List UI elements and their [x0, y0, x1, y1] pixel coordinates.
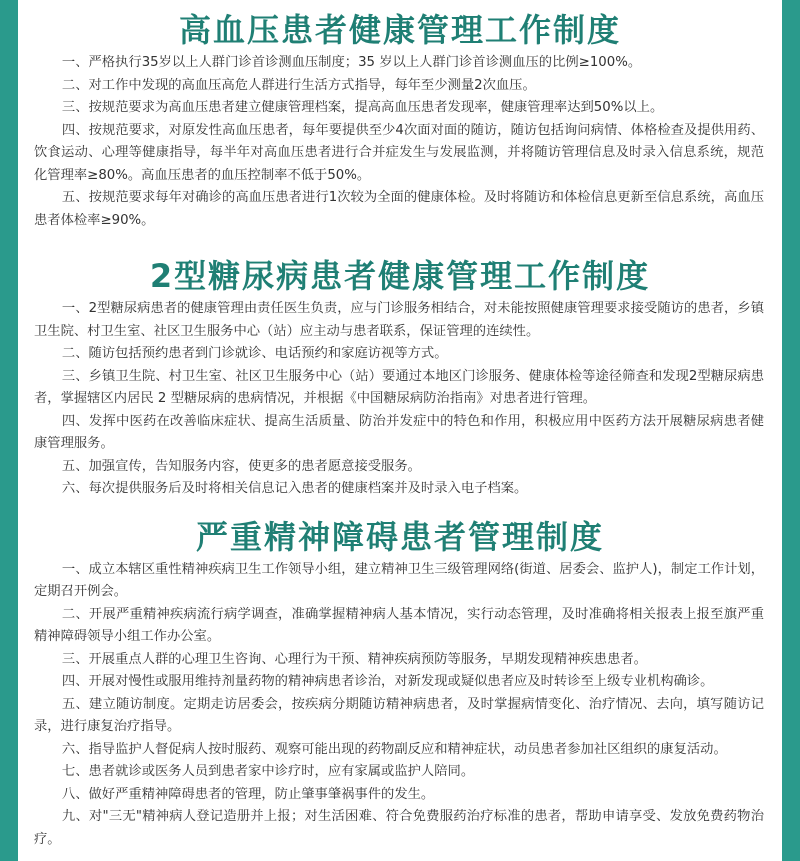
paragraph: 八、做好严重精神障碍患者的管理，防止肇事肇祸事件的发生。	[61, 786, 435, 802]
paragraph: 五、加强宣传，告知服务内容，使更多的患者愿意接受服务。	[61, 458, 421, 474]
paragraph: 一、成立本辖区重性精神疾病卫生工作领导小组，建立精神卫生三级管理网络(街道、居委会、监护人)，制定工作计划，定期召开例会。	[34, 561, 764, 599]
section-title: 2型糖尿病患者健康管理工作制度	[149, 257, 651, 295]
paragraph: 二、开展严重精神疾病流行病学调查，准确掌握精神病人基本情况，实行动态管理，及时准确将相关报表上报至旗严重精神障碍领导小组工作办公室。	[34, 606, 764, 644]
paragraph: 一、严格执行35岁以上人群门诊首诊测血压制度；35 岁以上人群门诊首诊测血压的比例≥100%。	[61, 55, 642, 70]
paragraph: 四、开展对慢性或服用维持剂量药物的精神病患者诊治，对新发现或疑似患者应及时转诊至上级专业机构确诊。	[61, 674, 714, 689]
section-title: 严重精神障碍患者管理制度	[195, 517, 604, 556]
document-panel	[18, 0, 782, 861]
paragraph: 五、建立随访制度。定期走访居委会，按疾病分期随访精神病患者，及时掌握病情变化、治疗情况、去向，填写随访记录，进行康复治疗指导。	[34, 696, 764, 734]
paragraph: 六、指导监护人督促病人按时服药、观察可能出现的药物副反应和精神症状，动员患者参加社区组织的康复活动。	[61, 741, 727, 757]
paragraph: 六、每次提供服务后及时将相关信息记入患者的健康档案并及时录入电子档案。	[61, 481, 528, 496]
mental-disorder-section	[18, 511, 782, 852]
paragraph: 二、对工作中发现的高血压高危人群进行生活方式指导，每年至少测量2次血压。	[61, 77, 536, 93]
paragraph: 三、开展重点人群的心理卫生咨询、心理行为干预、精神疾病预防等服务，早期发现精神疾患患者。	[61, 651, 647, 667]
paragraph: 五、按规范要求每年对确诊的高血压患者进行1次较为全面的健康体检。及时将随访和体检信息更新至信息系统，高血压患者体检率≥90%。	[34, 190, 764, 228]
paragraph: 三、按规范要求为高血压患者建立健康管理档案，提高高血压患者发现率，健康管理率达到50%以上。	[61, 100, 664, 115]
paragraph: 四、按规范要求，对原发性高血压患者，每年要提供至少4次面对面的随访，随访包括询问病情、体格检查及提供用药、饮食运动、心理等健康指导，每半年对高血压患者进行合并症发生与发展监测，并将随访管理信息及时录入信息系统，规范化管理率≥80%。高血压患者的血压控制率不低于50%。	[34, 122, 764, 183]
section-title: 高血压患者健康管理工作制度	[178, 11, 621, 49]
hypertension-section	[18, 4, 782, 232]
paragraph: 一、2型糖尿病患者的健康管理由责任医生负责，应与门诊服务相结合，对未能按照健康管理要求接受随访的患者，乡镇卫生院、村卫生室、社区卫生服务中心（站）应主动与患者联系，保证管理的连续性。	[34, 301, 764, 339]
paragraph: 三、乡镇卫生院、村卫生室、社区卫生服务中心（站）要通过本地区门诊服务、健康体检等途径筛查和发现2型糖尿病患者，掌握辖区内居民 2 型糖尿病的患病情况，并根据《中国糖尿病防治指南》对患者进行管理。	[34, 368, 764, 406]
paragraph: 二、随访包括预约患者到门诊就诊、电话预约和家庭访视等方式。	[61, 346, 448, 361]
paragraph: 四、发挥中医药在改善临床症状、提高生活质量、防治并发症中的特色和作用，积极应用中医药方法开展糖尿病患者健康管理服务。	[34, 413, 764, 451]
paragraph: 九、对"三无"精神病人登记造册并上报；对生活困难、符合免费服药治疗标准的患者，帮助申请享受、发放免费药物治疗。	[34, 809, 764, 847]
paragraph: 七、患者就诊或医务人员到患者家中诊疗时，应有家属或监护人陪同。	[61, 764, 475, 779]
diabetes-section	[18, 250, 782, 501]
